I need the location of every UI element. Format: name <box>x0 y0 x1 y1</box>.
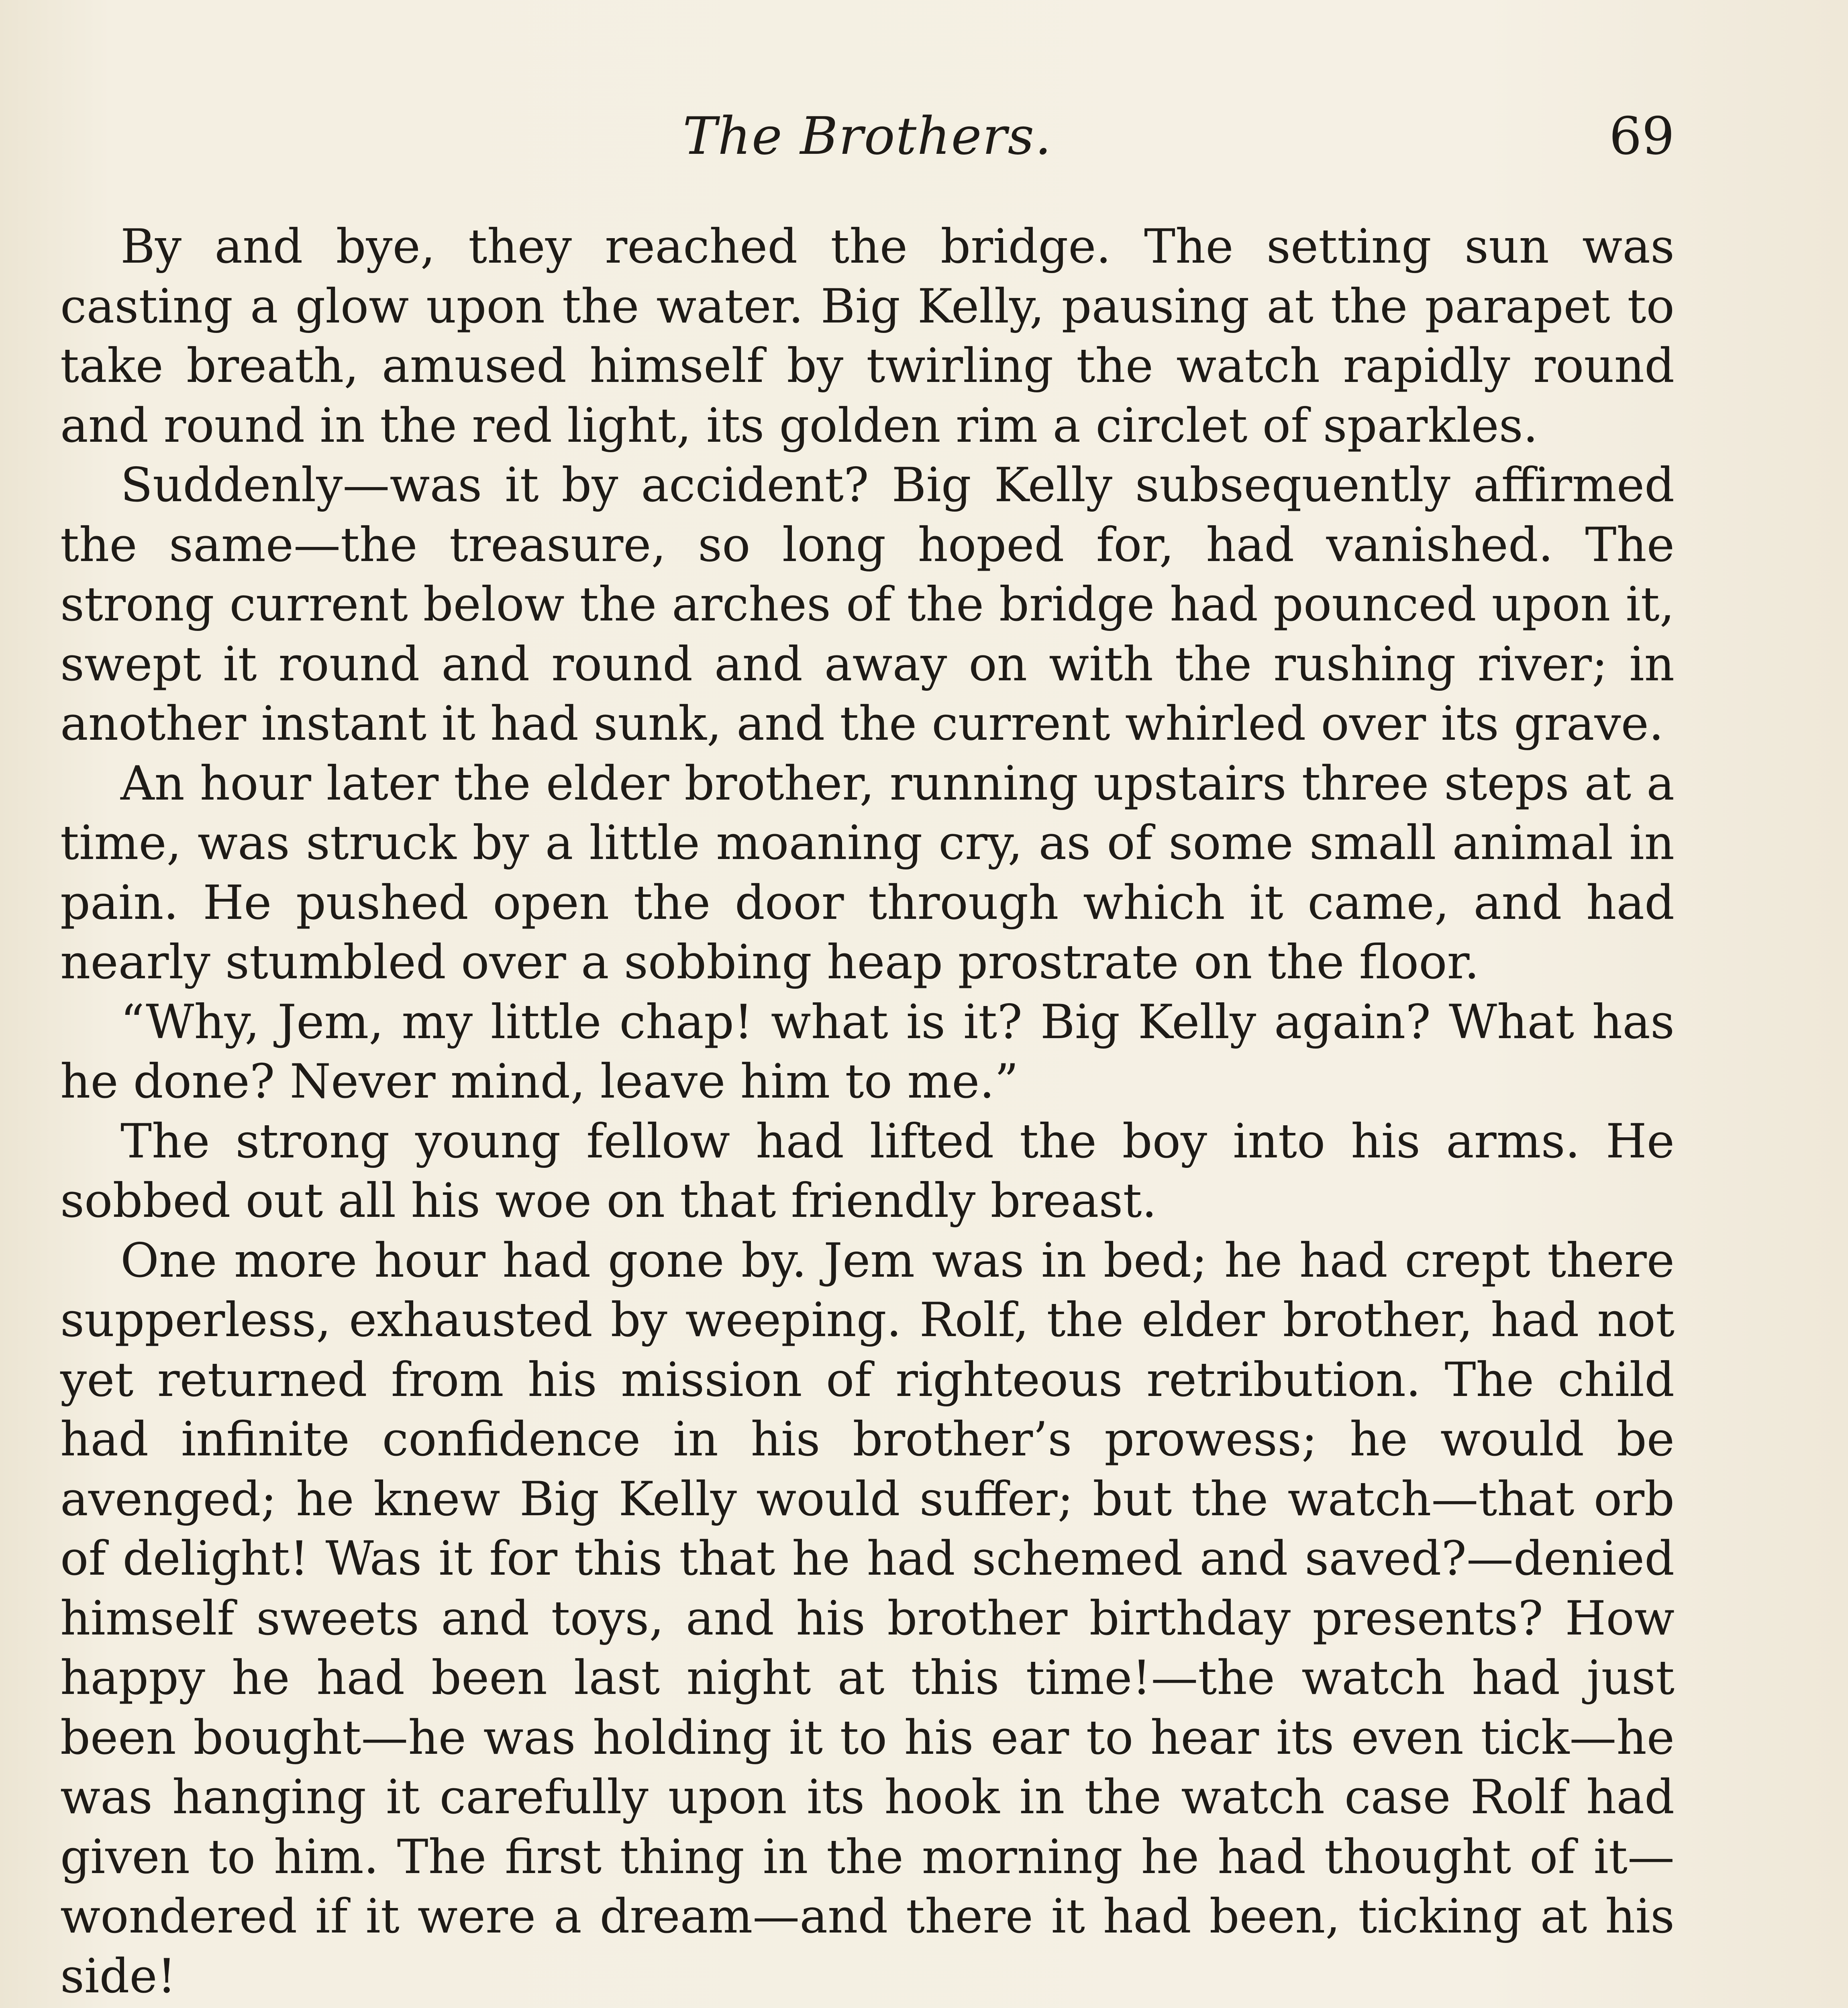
paragraph: The strong young fellow had lifted the boy into his arms. He sobbed out all his woe on that friendly breast. <box>60 1113 1675 1228</box>
page-header <box>60 100 1675 173</box>
body-text <box>60 217 1675 2008</box>
paragraph: Suddenly—was it by accident? Big Kelly subsequently affirmed the same—the treasure, so long hoped for, had vanished. The strong current below the arches of the bridge had pounced upon it, swept it round and round and away on with the rushing river; in another instant it had sunk, and the current whirled over its grave. <box>60 457 1675 751</box>
paragraph: One more hour had gone by. Jem was in bed; he had crept there supperless, exhausted by weeping. Rolf, the elder brother, had not yet returned from his mission of righteous retribution. The child had infinite confidence in his brother’s prowess; he would be avenged; he knew Big Kelly would suffer; but the watch—that orb of delight! Was it for this that he had schemed and saved?—denied himself sweets and toys, and his brother birthday presents? How happy he had been last night at this time!—the watch had just been bought—he was holding it to his ear to hear its even tick—he was hanging it carefully upon its hook in the watch case Rolf had given to him. The first thing in the morning he had thought of it—wondered if it were a dream—and there it had been, ticking at his side! <box>60 1233 1675 2004</box>
running-title: The Brothers. <box>683 106 1052 166</box>
page-number: 69 <box>1609 106 1675 166</box>
paragraph: By and bye, they reached the bridge. The setting sun was casting a glow upon the water. Big Kelly, pausing at the parapet to take breath, amused himself by twirling the watch rapidly round and round in the red light, its golden rim a circlet of sparkles. <box>60 219 1675 453</box>
paragraph: An hour later the elder brother, running upstairs three steps at a time, was struck by a little moaning cry, as of some small animal in pain. He pushed open the door through which it came, and had nearly stumbled over a sobbing heap prostrate on the floor. <box>60 755 1675 990</box>
paragraph: “Why, Jem, my little chap! what is it? Big Kelly again? What has he done? Never mind, leave him to me.” <box>60 994 1675 1109</box>
paragraph <box>60 2006 1675 2008</box>
